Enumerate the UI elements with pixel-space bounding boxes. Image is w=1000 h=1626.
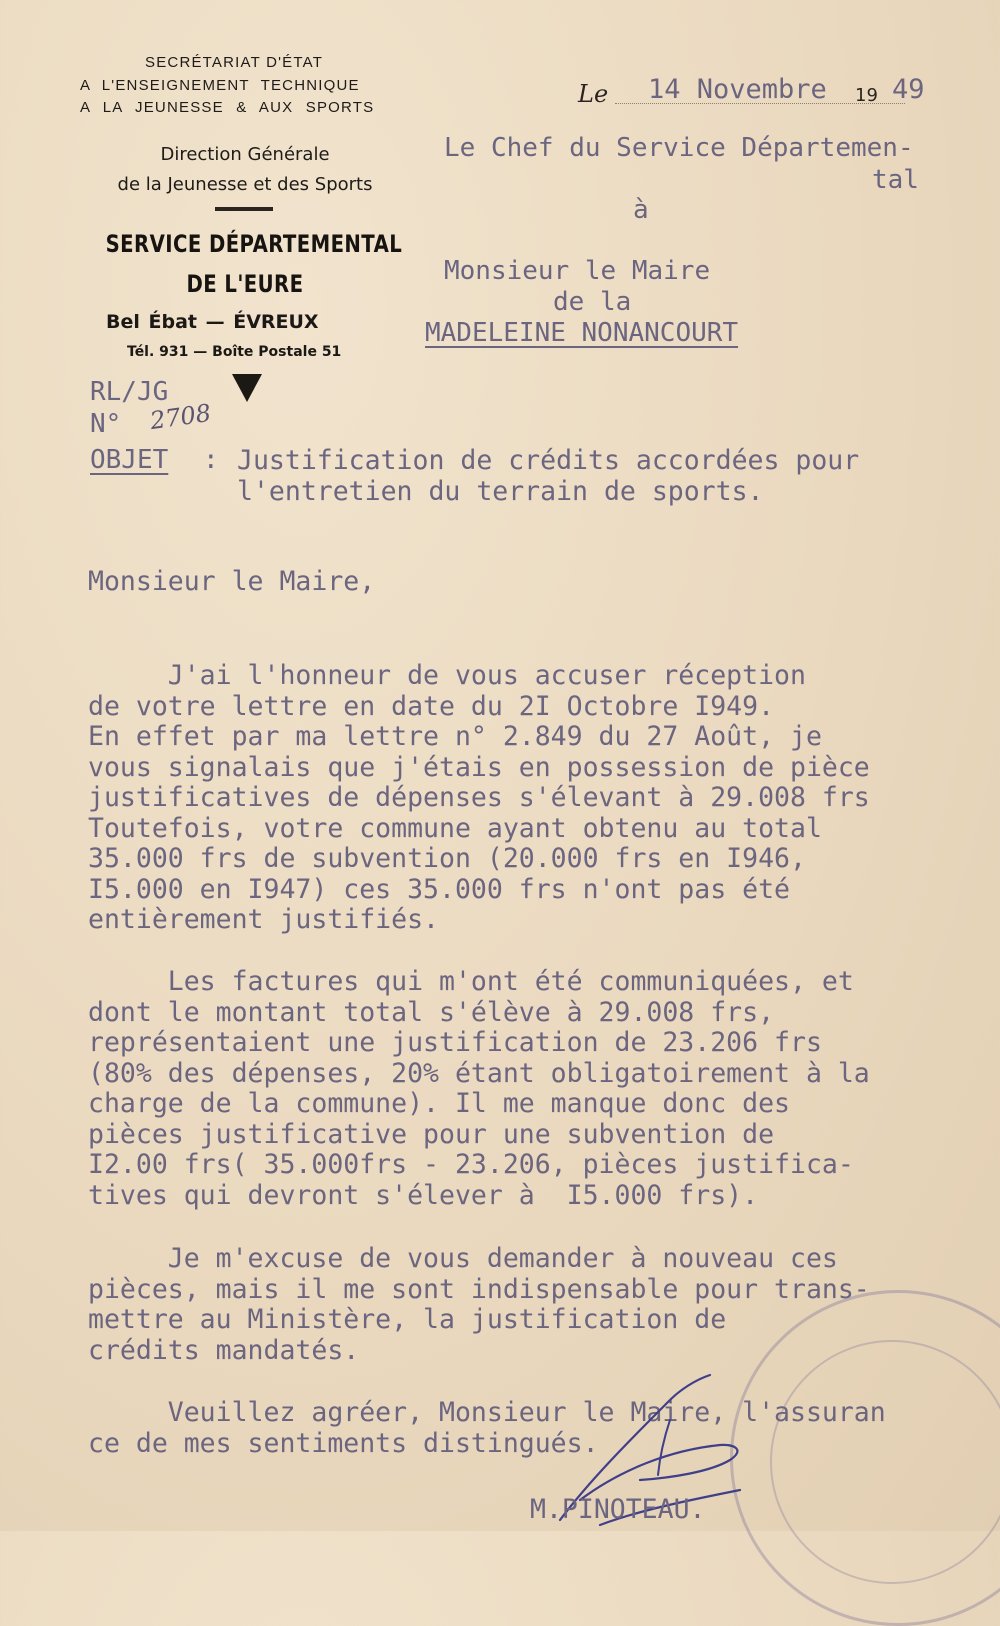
reference-number-label: N° — [90, 409, 122, 439]
date-year-suffix: 49 — [892, 74, 925, 105]
sender-line-2: tal — [872, 165, 919, 195]
direction-line-2: de la Jeunesse et des Sports — [117, 174, 373, 195]
paragraph-3: Je m'excuse de vous demander à nouveau ces pièces, mais il me sont indispensable pour trans- mettre au Ministère, la justification de crédits mandatés. — [88, 1243, 870, 1366]
direction-line-1: Direction Générale — [160, 144, 330, 165]
paragraph-2: Les factures qui m'ont été communiquées, et dont le montant total s'élève à 29.008 frs, représentaient une justification de 23.206 frs (80% des dépenses, 20% étant obligatoirement à la charge de la commune). Il me manque donc des pièces justificative pour une subvention de I2.00 frs( 35.000frs - 23.206, pièces justifica- tives qui devront s'élever à I5.000 frs). — [88, 966, 870, 1211]
subject-label: OBJET — [90, 445, 169, 475]
down-triangle-icon — [230, 372, 264, 404]
ministry-line-3: A LA JEUNESSE & AUX SPORTS — [80, 99, 375, 116]
date-value: 14 Novembre — [648, 74, 827, 105]
ministry-line-2: A L'ENSEIGNEMENT TECHNIQUE — [80, 77, 360, 94]
service-line-2: DE L'EURE — [186, 270, 304, 298]
date-year-prefix: 19 — [855, 85, 878, 106]
subject-colon: : — [203, 445, 219, 475]
signature-name: M.PINOTEAU. — [530, 1494, 706, 1525]
recipient-line-3: MADELEINE NONANCOURT — [425, 318, 739, 348]
official-stamp-inner-ring — [770, 1340, 1000, 1584]
date-prefix: Le — [578, 80, 609, 108]
paragraph-1: J'ai l'honneur de vous accuser réception de votre lettre en date du 2I Octobre I949. En effet par ma lettre n° 2.849 du 27 Août, je vous signalais que j'étais en possession de pièce justificatives de dépenses s'élevant à 29.008 frs Toutefois, votre commune ayant obtenu au total 35.000 frs de subvention (20.000 frs en I946, I5.000 en I947) ces 35.000 frs n'ont pas été entièrement justifiés. — [88, 660, 870, 935]
service-line-1: SERVICE DÉPARTEMENTAL — [105, 230, 403, 258]
reference-number-handwritten: 2708 — [148, 398, 213, 436]
subject-line-1: Justification de crédits accordées pour — [237, 445, 860, 476]
header-divider — [215, 207, 273, 211]
sender-to: à — [633, 195, 649, 225]
service-telephone: Tél. 931 — Boîte Postale 51 — [127, 344, 342, 360]
recipient-line-1: Monsieur le Maire — [444, 256, 711, 286]
reference-initials: RL/JG — [90, 377, 169, 407]
ministry-line-1: SECRÉTARIAT D'ÉTAT — [145, 54, 324, 71]
recipient-line-2: de la — [553, 287, 632, 317]
service-address: Bel Ébat — ÉVREUX — [106, 311, 319, 333]
sender-line-1: Le Chef du Service Départemen- — [444, 133, 914, 163]
subject-line-2: l'entretien du terrain de sports. — [237, 476, 764, 507]
salutation: Monsieur le Maire, — [88, 566, 376, 597]
paragraph-4: Veuillez agréer, Monsieur le Maire, l'assuran ce de mes sentiments distingués. — [88, 1397, 886, 1459]
